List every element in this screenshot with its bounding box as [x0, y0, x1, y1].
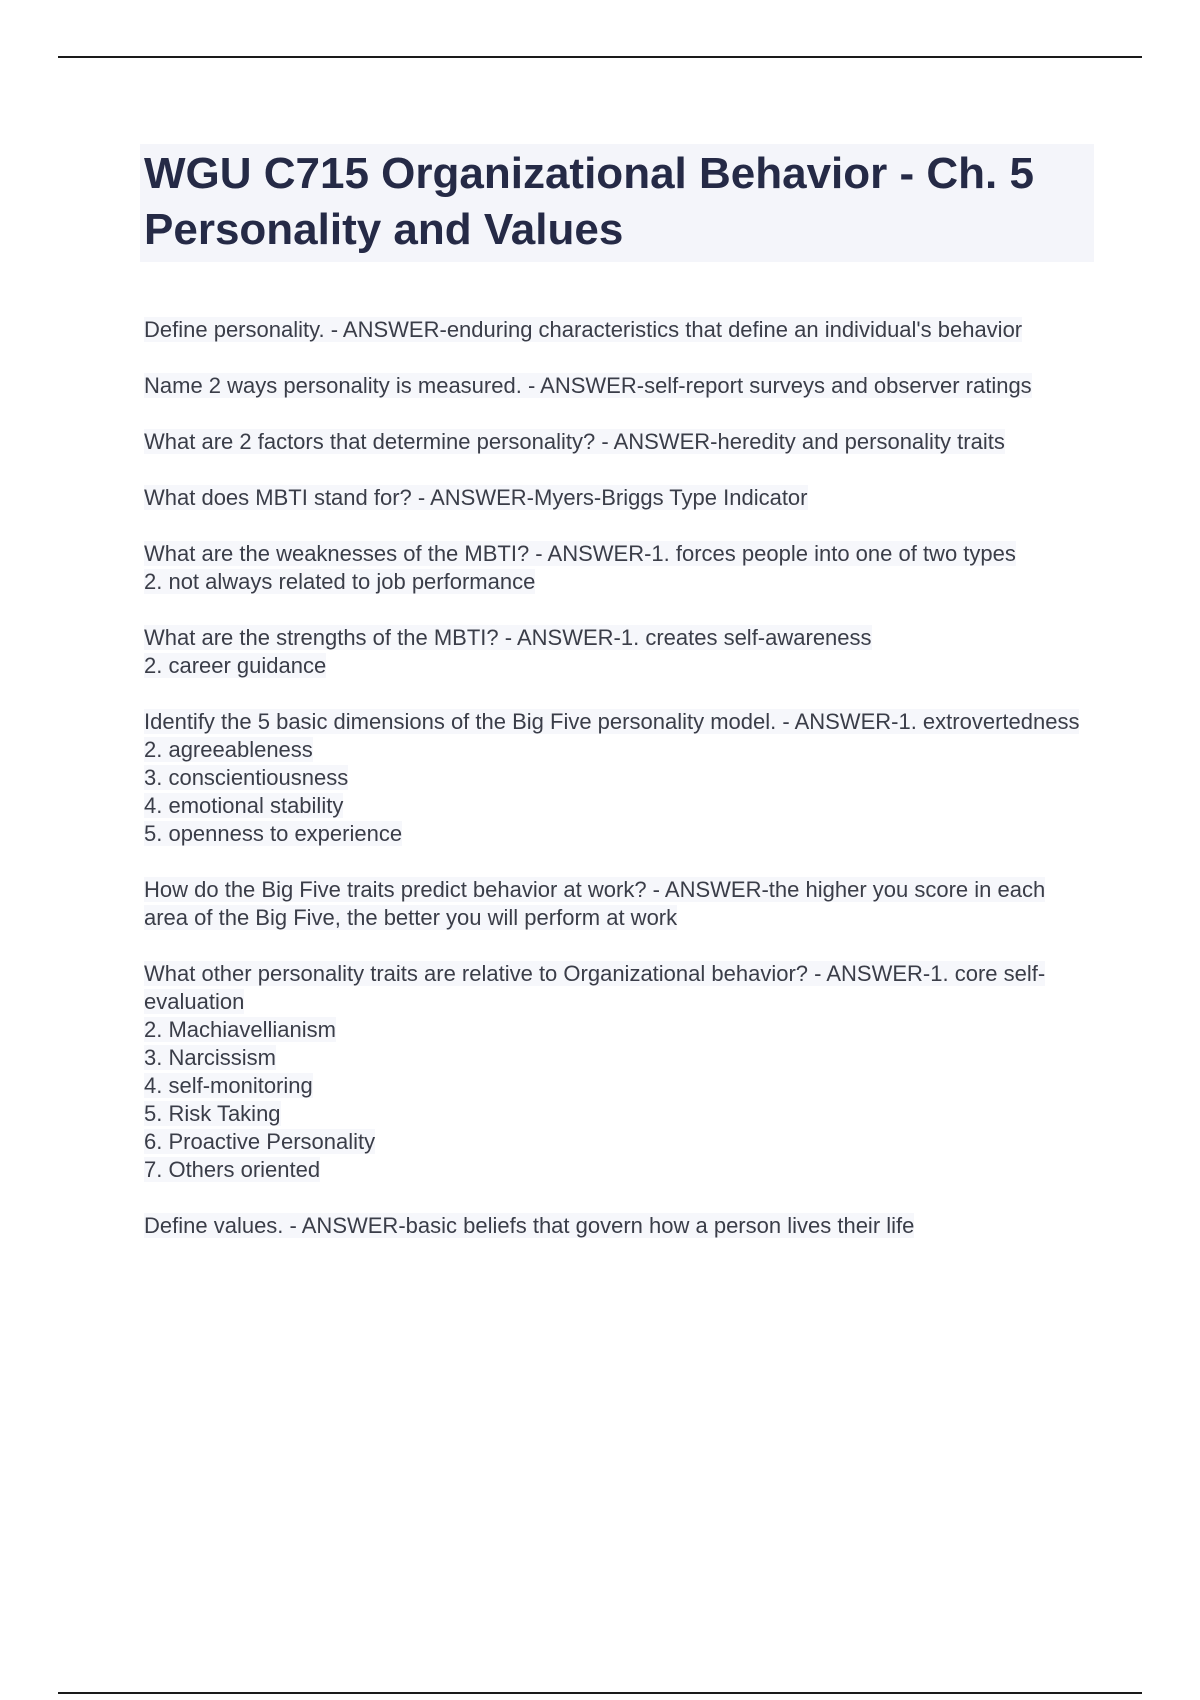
qa-first-line [144, 1212, 1090, 1240]
answer-line [144, 1072, 1090, 1100]
qa-item [144, 708, 1090, 848]
answer-line-text: 2. Machiavellianism [144, 1017, 336, 1042]
answer-text: enduring characteristics that define an individual's behavior [446, 317, 1023, 342]
question-text: Define personality. [144, 317, 325, 342]
qa-first-line [144, 708, 1090, 736]
qa-first-line [144, 960, 1090, 1016]
answer-line [144, 820, 1090, 848]
answer-text: 1. creates self-awareness [620, 625, 872, 650]
question-text: Name 2 ways personality is measured. [144, 373, 522, 398]
answer-text: heredity and personality traits [717, 429, 1005, 454]
answer-line [144, 764, 1090, 792]
answer-separator: - ANSWER- [776, 709, 899, 734]
qa-first-line [144, 316, 1090, 344]
answer-text: 1. core self-evaluation [144, 961, 1046, 1014]
answer-line-text: 4. emotional stability [144, 793, 344, 818]
answer-line-text: 5. Risk Taking [144, 1101, 281, 1126]
answer-line-text: 5. openness to experience [144, 821, 403, 846]
answer-separator: - ANSWER- [595, 429, 718, 454]
answer-line [144, 1044, 1090, 1072]
qa-item [144, 428, 1090, 456]
qa-first-line [144, 428, 1090, 456]
qa-first-line [144, 624, 1090, 652]
answer-separator: - ANSWER- [324, 317, 447, 342]
answer-text: Myers-Briggs Type Indicator [534, 485, 808, 510]
question-text: Identify the 5 basic dimensions of the Big Five personality model. [144, 709, 777, 734]
answer-line-text: 3. Narcissism [144, 1045, 277, 1070]
qa-item [144, 316, 1090, 344]
answer-line-text: 3. conscientiousness [144, 765, 349, 790]
answer-separator: - ANSWER- [521, 373, 645, 398]
answer-line [144, 1156, 1090, 1184]
document-body [144, 144, 1090, 1268]
document-title: WGU C715 Organizational Behavior - Ch. 5 Personality and Values [144, 149, 1034, 254]
qa-first-line [144, 372, 1090, 400]
question-text: Define values. [144, 1213, 284, 1238]
answer-line-text: 2. not always related to job performance [144, 569, 536, 594]
qa-item [144, 960, 1090, 1184]
qa-list [144, 316, 1090, 1240]
answer-separator: - ANSWER- [411, 485, 535, 510]
answer-text: basic beliefs that govern how a person lives their life [405, 1213, 915, 1238]
qa-first-line [144, 540, 1090, 568]
question-text: What are 2 factors that determine personality? [144, 429, 596, 454]
qa-item [144, 484, 1090, 512]
question-text: How do the Big Five traits predict behavior at work? [144, 877, 647, 902]
answer-line [144, 1016, 1090, 1044]
answer-text: self-report surveys and observer ratings [644, 373, 1032, 398]
qa-item [144, 540, 1090, 596]
answer-separator: - ANSWER- [498, 625, 621, 650]
qa-item [144, 372, 1090, 400]
answer-separator: - ANSWER- [808, 961, 931, 986]
title-block [140, 144, 1094, 262]
question-text: What other personality traits are relative to Organizational behavior? [144, 961, 809, 986]
answer-text: the higher you score in each area of the Big Five, the better you will perform at work [144, 877, 1046, 930]
question-text: What does MBTI stand for? [144, 485, 412, 510]
answer-line-text: 2. agreeableness [144, 737, 313, 762]
qa-item [144, 1212, 1090, 1240]
answer-text: 1. forces people into one of two types [651, 541, 1016, 566]
answer-line-text: 2. career guidance [144, 653, 327, 678]
question-text: What are the strengths of the MBTI? [144, 625, 499, 650]
answer-line [144, 568, 1090, 596]
qa-first-line [144, 876, 1090, 932]
bottom-rule [58, 1692, 1142, 1694]
answer-line [144, 792, 1090, 820]
answer-line-text: 7. Others oriented [144, 1157, 321, 1182]
qa-item [144, 624, 1090, 680]
answer-line [144, 1100, 1090, 1128]
question-text: What are the weaknesses of the MBTI? [144, 541, 530, 566]
qa-item [144, 876, 1090, 932]
answer-line-text: 4. self-monitoring [144, 1073, 313, 1098]
answer-line [144, 652, 1090, 680]
qa-first-line [144, 484, 1090, 512]
answer-line-text: 6. Proactive Personality [144, 1129, 376, 1154]
answer-line [144, 736, 1090, 764]
top-rule [58, 56, 1142, 58]
answer-text: 1. extrovertedness [898, 709, 1080, 734]
answer-separator: - ANSWER- [529, 541, 652, 566]
answer-separator: - ANSWER- [646, 877, 769, 902]
answer-separator: - ANSWER- [283, 1213, 406, 1238]
answer-line [144, 1128, 1090, 1156]
